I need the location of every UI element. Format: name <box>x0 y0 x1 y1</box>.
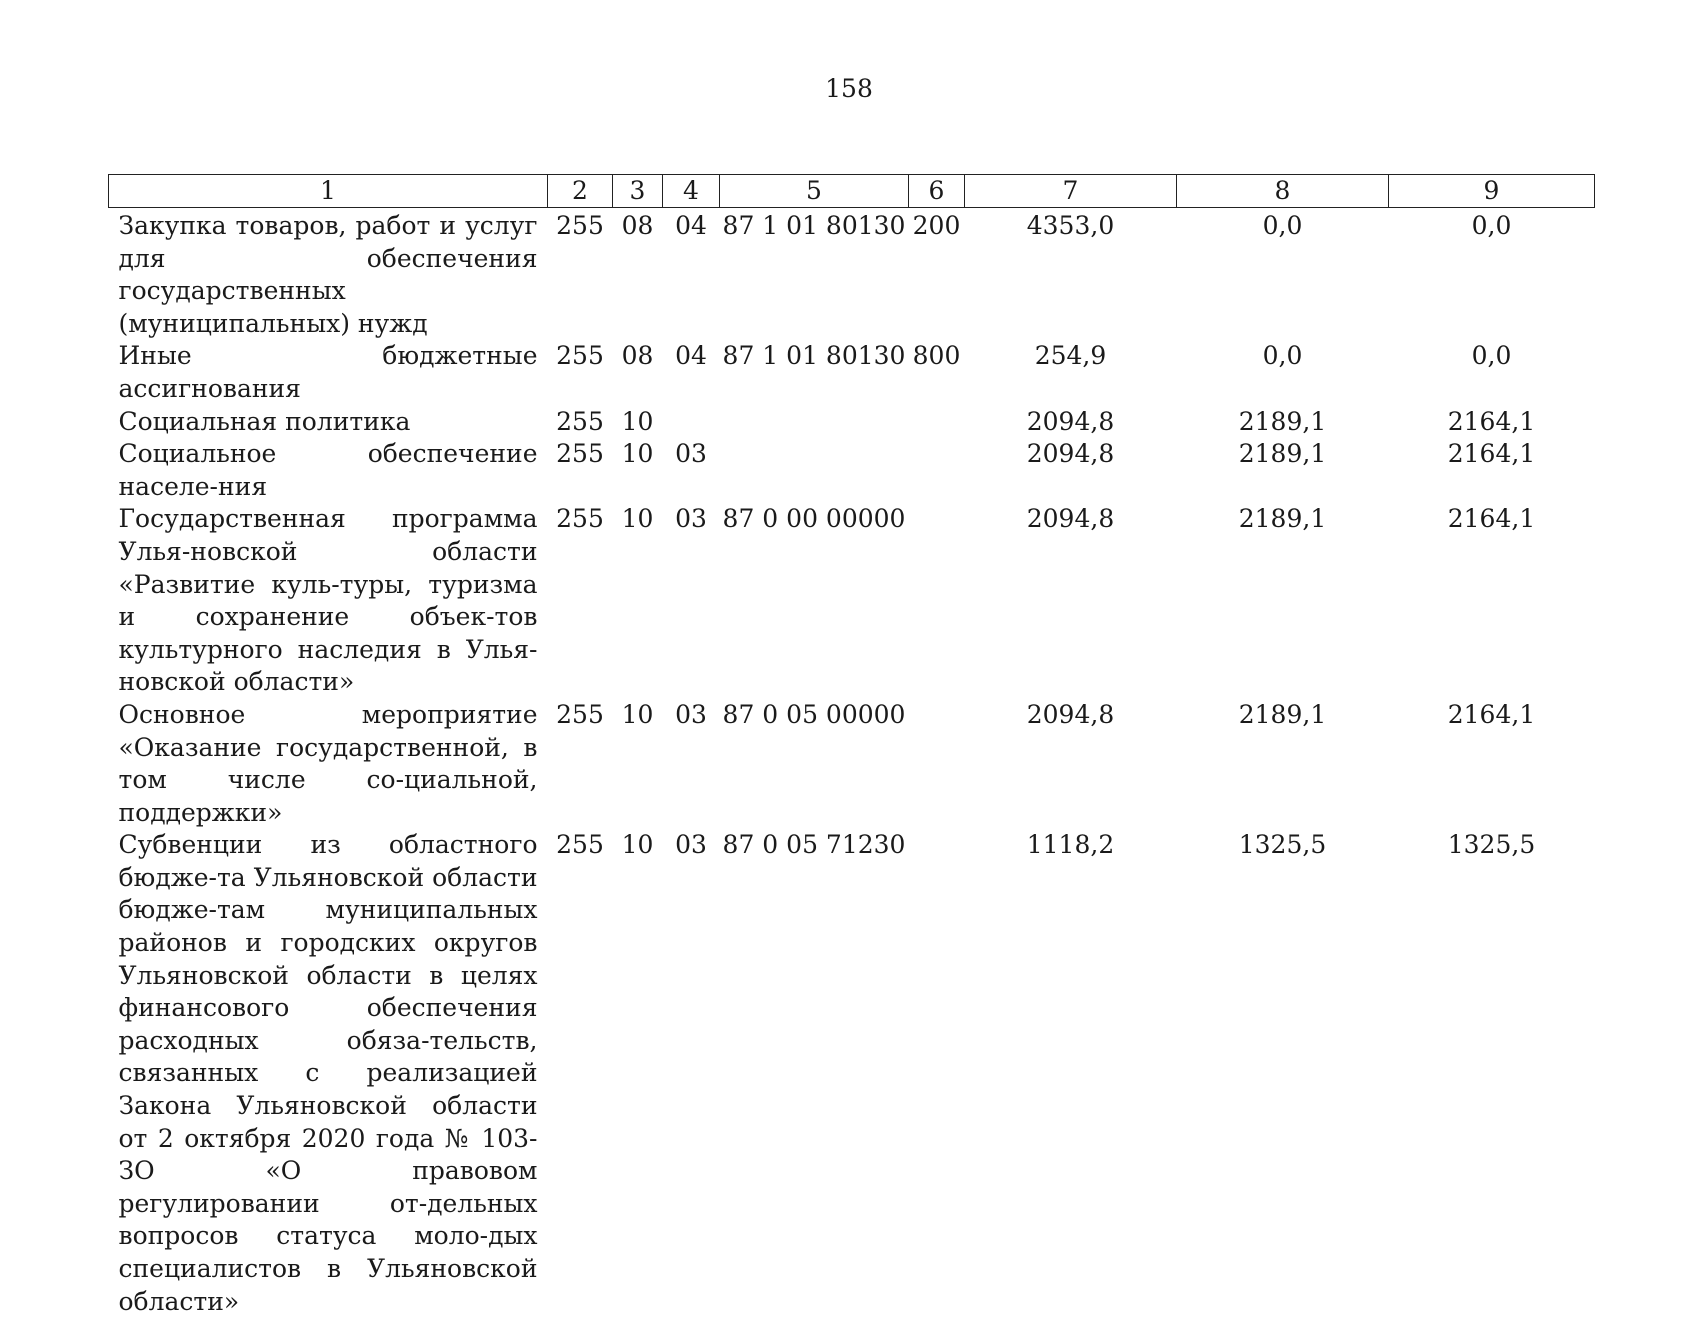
table-row <box>109 406 1595 439</box>
row-c8: 0,0 <box>1262 341 1303 371</box>
header-col-2: 2 <box>548 175 613 208</box>
row-c9: 2164,1 <box>1447 699 1536 729</box>
row-c7: 2094,8 <box>1026 406 1115 436</box>
table-row <box>109 503 1595 699</box>
row-c5: 87 1 01 80130 <box>722 341 906 371</box>
row-c7: 1118,2 <box>1026 830 1115 860</box>
table-row <box>109 438 1595 503</box>
row-c2: 255 <box>556 830 604 860</box>
row-c5 <box>720 438 909 503</box>
row-c5 <box>720 406 909 439</box>
row-c9: 1325,5 <box>1447 830 1536 860</box>
row-c3: 10 <box>621 406 654 436</box>
header-col-3: 3 <box>613 175 663 208</box>
row-name: Иные бюджетные ассигнования <box>118 341 538 403</box>
row-c8: 2189,1 <box>1238 439 1327 469</box>
row-c6 <box>909 503 965 699</box>
header-col-4: 4 <box>663 175 720 208</box>
row-c7: 2094,8 <box>1026 439 1115 469</box>
row-c7: 4353,0 <box>1026 211 1115 240</box>
row-name: Государственная программа Улья-новской области «Развитие куль-туры, туризма и сохранение объек-тов культурного наследия в Улья-новской области» <box>118 504 538 697</box>
row-c2: 255 <box>556 504 604 534</box>
row-c3: 10 <box>621 439 654 469</box>
header-col-5: 5 <box>720 175 909 208</box>
row-c4: 03 <box>675 699 707 729</box>
row-c6 <box>909 406 965 439</box>
row-c8: 2189,1 <box>1238 406 1327 436</box>
header-col-7: 7 <box>965 175 1177 208</box>
row-c9: 2164,1 <box>1447 406 1536 436</box>
row-c6: 800 <box>912 341 961 371</box>
header-col-1: 1 <box>109 175 548 208</box>
row-name: Социальное обеспечение населе-ния <box>118 439 538 501</box>
header-col-9: 9 <box>1389 175 1595 208</box>
row-c7: 2094,8 <box>1026 699 1115 729</box>
row-c6 <box>909 438 965 503</box>
row-c8: 1325,5 <box>1238 830 1327 860</box>
row-c3: 08 <box>621 341 654 371</box>
row-c8: 2189,1 <box>1238 504 1327 534</box>
row-c8: 2189,1 <box>1238 699 1327 729</box>
row-c9: 2164,1 <box>1447 439 1536 469</box>
table-row <box>109 208 1595 341</box>
row-c4: 04 <box>675 211 707 240</box>
row-c9: 0,0 <box>1471 211 1512 240</box>
row-c4: 04 <box>675 341 707 371</box>
row-c3: 08 <box>621 211 654 240</box>
budget-table <box>108 174 1595 1318</box>
page-number: 158 <box>825 74 873 103</box>
row-c5: 87 0 05 00000 <box>722 699 906 729</box>
row-c4: 03 <box>675 830 707 860</box>
table-row <box>109 829 1595 1318</box>
row-c9: 2164,1 <box>1447 504 1536 534</box>
row-c6 <box>909 829 965 1318</box>
row-c7: 2094,8 <box>1026 504 1115 534</box>
row-c4: 03 <box>675 504 707 534</box>
row-c2: 255 <box>556 439 604 469</box>
row-c2: 255 <box>556 341 604 371</box>
row-c5: 87 0 05 71230 <box>722 830 906 860</box>
header-col-6: 6 <box>909 175 965 208</box>
row-c9: 0,0 <box>1471 341 1512 371</box>
row-c4 <box>663 406 720 439</box>
row-c6 <box>909 699 965 829</box>
row-c4: 03 <box>675 439 707 469</box>
table-row <box>109 340 1595 405</box>
header-col-8: 8 <box>1177 175 1389 208</box>
table-row <box>109 699 1595 829</box>
row-name: Основное мероприятие «Оказание государственной, в том числе со-циальной, поддержки» <box>118 699 538 827</box>
row-c2: 255 <box>556 211 604 240</box>
row-name: Закупка товаров, работ и услуг для обеспечения государственных (муниципальных) нужд <box>118 211 538 338</box>
row-name: Субвенции из областного бюдже-та Ульяновской области бюдже-там муниципальных районов и городских округов Ульяновской области в целях финансового обеспечения расходных обяза-тельств, связанных с реализацией Закона Ульяновской области от 2 октября 2020 года № 103-ЗО «О правовом регулировании от-дельных вопросов статуса моло-дых специалистов в Ульяновской области» <box>118 830 538 1316</box>
row-c5: 87 0 00 00000 <box>722 504 906 534</box>
row-c5: 87 1 01 80130 <box>722 211 906 240</box>
row-c3: 10 <box>621 699 654 729</box>
row-c6: 200 <box>912 211 961 240</box>
row-c7: 254,9 <box>1034 341 1107 371</box>
header-row <box>109 175 1595 208</box>
row-name: Социальная политика <box>118 406 411 436</box>
row-c2: 255 <box>556 699 604 729</box>
row-c3: 10 <box>621 830 654 860</box>
row-c3: 10 <box>621 504 654 534</box>
row-c8: 0,0 <box>1262 211 1303 240</box>
row-c2: 255 <box>556 406 604 436</box>
